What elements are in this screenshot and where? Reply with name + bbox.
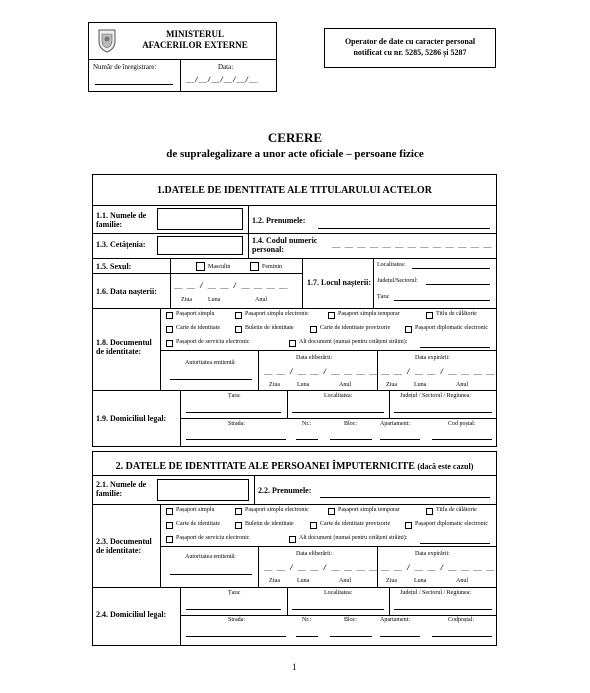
rep-postal-code-label: Codpoștal: (448, 617, 475, 623)
simple-passport-label: Pașaport simplu (176, 311, 215, 317)
street-field[interactable] (186, 439, 286, 440)
rep-id-card-label: Carte de identitate (176, 521, 220, 527)
rep-street-field[interactable] (186, 636, 286, 637)
domicile-county-field[interactable] (394, 412, 492, 413)
service-e-passport-checkbox[interactable] (166, 340, 173, 347)
firstname-label: 1.2. Prenumele: (252, 216, 306, 225)
pnc-label: 1.4. Codul numeric personal: (252, 236, 318, 254)
rep-diplomatic-e-passport-checkbox[interactable] (405, 522, 412, 529)
citizenship-field[interactable] (157, 236, 243, 255)
birthplace-country-label: Țara: (377, 294, 390, 300)
domicile-label: 1.9. Domiciliul legal: (96, 414, 167, 423)
rep-travel-title-checkbox[interactable] (426, 508, 433, 515)
registration-number-field[interactable] (95, 84, 173, 85)
issue-year-caption: Anul (339, 382, 351, 388)
temp-id-card-checkbox[interactable] (310, 326, 317, 333)
section2-heading-text: 2. DATELE DE IDENTITATE ALE PERSOANEI ÎMPUTERNICITE (115, 461, 415, 472)
rep-temp-id-card-label: Carte de identitate provizorie (320, 521, 391, 527)
birth-year-caption: Anul (255, 297, 267, 303)
rep-apartment-label: Apartament: (380, 617, 410, 623)
other-document-field[interactable] (420, 347, 490, 348)
surname-label: 1.1. Numele de familie: (96, 211, 147, 229)
rep-other-document-checkbox[interactable] (289, 536, 296, 543)
rep-id-bulletin-label: Buletin de identitate (245, 521, 294, 527)
other-document-label: Alt document (numai pentru cetățeni străini): (299, 339, 408, 345)
issue-date-field[interactable]: __ __ / __ __ / __ __ __ __ (264, 369, 378, 377)
bloc-label: Bloc: (344, 421, 357, 427)
rep-surname-field[interactable] (157, 479, 249, 501)
ministry-name-line2: AFACERILOR EXTERNE (142, 40, 248, 50)
rep-bloc-label: Bloc: (344, 617, 357, 623)
rep-temp-id-card-checkbox[interactable] (310, 522, 317, 529)
rep-issue-date-field[interactable]: __ __ / __ __ / __ __ __ __ (264, 565, 378, 573)
simple-passport-checkbox[interactable] (166, 312, 173, 319)
sex-label: 1.5. Sexul: (96, 262, 132, 271)
rep-firstname-label: 2.2. Prenumele: (258, 486, 312, 495)
page-number: 1 (292, 662, 297, 672)
nr-field[interactable] (296, 439, 318, 440)
birthplace-locality-label: Localitatea: (377, 262, 406, 268)
rep-issue-day-caption: Ziua (269, 578, 280, 584)
rep-issue-year-caption: Anul (339, 578, 351, 584)
ministry-name-line1: MINISTERUL (165, 29, 224, 39)
birthplace-county-label: Județul/Sectorul: (377, 278, 418, 284)
rep-issue-date-label: Data eliberării: (296, 551, 333, 557)
rep-e-passport-checkbox[interactable] (235, 508, 242, 515)
rep-other-document-label: Alt document (numai pentru cetățeni străini): (299, 535, 408, 541)
section1-heading: 1.DATELE DE IDENTITATE ALE TITULARULUI ACTELOR (157, 185, 432, 196)
other-document-checkbox[interactable] (289, 340, 296, 347)
page-title: CERERE (267, 130, 323, 145)
rep-expiry-month-caption: Luna (414, 578, 427, 584)
birth-day-caption: Ziua (181, 297, 192, 303)
sex-female-label: Feminin (262, 264, 283, 270)
bloc-field[interactable] (330, 439, 372, 440)
birthplace-locality-field[interactable] (412, 268, 490, 269)
birthplace-label: 1.7. Locul nașterii: (307, 278, 371, 287)
rep-nr-label: Nr.: (302, 617, 312, 623)
domicile-locality-label: Localitatea: (324, 393, 353, 399)
rep-domicile-label: 2.4. Domiciliul legal: (96, 610, 167, 619)
id-bulletin-label: Buletin de identitate (245, 325, 294, 331)
street-label: Strada: (228, 421, 245, 427)
rep-issue-month-caption: Luna (297, 578, 310, 584)
rep-temp-passport-label: Pașaport simplu temporar (338, 507, 400, 513)
diplomatic-e-passport-checkbox[interactable] (405, 326, 412, 333)
sex-female-checkbox[interactable] (250, 262, 259, 271)
temp-id-card-label: Carte de identitate provizorie (320, 325, 391, 331)
sex-male-checkbox[interactable] (196, 262, 205, 271)
rep-apartment-field[interactable] (380, 636, 420, 637)
sex-male-label: Masculin (208, 264, 231, 270)
rep-locality-field[interactable] (292, 609, 384, 610)
birthplace-country-field[interactable] (394, 300, 490, 301)
rep-locality-label: Localitatea: (324, 590, 353, 596)
id-card-label: Carte de identitate (176, 325, 220, 331)
expiry-date-field[interactable]: __ __ / __ __ / __ __ __ __ (381, 369, 495, 377)
pnc-field[interactable]: __ __ __ __ __ __ __ __ __ __ __ __ __ (332, 242, 492, 250)
id-card-checkbox[interactable] (166, 326, 173, 333)
rep-id-card-checkbox[interactable] (166, 522, 173, 529)
rep-travel-title-label: Titlu de călătorie (436, 507, 477, 513)
domicile-country-field[interactable] (186, 412, 281, 413)
expiry-day-caption: Ziua (386, 382, 397, 388)
postal-code-field[interactable] (432, 439, 492, 440)
expiry-month-caption: Luna (414, 382, 427, 388)
issue-date-label: Data eliberării: (296, 355, 333, 361)
page-subtitle: de supralegalizare a unor acte oficiale – persoane fizice (166, 148, 424, 160)
rep-postal-code-field[interactable] (432, 636, 492, 637)
date-field[interactable]: __/__/__/__/__/__ (186, 77, 258, 85)
operator-line2: notificat cu nr. 5285, 5286 și 5287 (353, 48, 467, 57)
rep-service-e-passport-checkbox[interactable] (166, 536, 173, 543)
e-passport-label: Pașaport simplu electronic (245, 311, 309, 317)
section2-heading-note: (dacă este cazul) (417, 462, 474, 471)
rep-e-passport-label: Pașaport simplu electronic (245, 507, 309, 513)
issue-day-caption: Ziua (269, 382, 280, 388)
domicile-county-label: Județul / Sectorul / Regiunea: (400, 393, 471, 399)
domicile-country-label: Țara: (228, 393, 241, 399)
birthdate-field[interactable]: __ __ / __ __ / __ __ __ __ (174, 283, 288, 291)
issuer-field[interactable] (170, 379, 252, 380)
coat-of-arms-icon (96, 27, 118, 53)
rep-id-doc-label: 2.3. Documentul de identitate: (96, 537, 152, 555)
birthdate-label: 1.6. Data nașterii: (96, 287, 157, 296)
rep-simple-passport-checkbox[interactable] (166, 508, 173, 515)
rep-expiry-date-label: Data expirării: (415, 551, 450, 557)
rep-street-label: Strada: (228, 617, 245, 623)
issuer-label: Autoritatea emitentă: (185, 360, 236, 366)
rep-id-bulletin-checkbox[interactable] (235, 522, 242, 529)
rep-nr-field[interactable] (296, 636, 318, 637)
diplomatic-e-passport-label: Pașaport diplomatic electronic (415, 325, 488, 331)
rep-country-field[interactable] (186, 609, 281, 610)
rep-temp-passport-checkbox[interactable] (328, 508, 335, 515)
issue-month-caption: Luna (297, 382, 310, 388)
registration-number-label: Număr de înregistrare: (93, 63, 157, 71)
rep-country-label: Țara: (228, 590, 241, 596)
domicile-locality-field[interactable] (292, 412, 384, 413)
rep-issuer-field[interactable] (170, 574, 252, 575)
rep-diplomatic-e-passport-label: Pașaport diplomatic electronic (415, 521, 488, 527)
expiry-date-label: Data expirării: (415, 355, 450, 361)
temp-passport-label: Pașaport simplu temporar (338, 311, 400, 317)
rep-bloc-field[interactable] (330, 636, 372, 637)
citizenship-label: 1.3. Cetățenia: (96, 240, 146, 249)
temp-passport-checkbox[interactable] (328, 312, 335, 319)
rep-county-field[interactable] (394, 609, 492, 610)
rep-other-document-field[interactable] (420, 543, 490, 544)
section2-heading (92, 461, 497, 472)
travel-title-label: Titlu de călătorie (436, 311, 477, 317)
surname-field[interactable] (157, 208, 243, 230)
birth-month-caption: Luna (208, 297, 221, 303)
postal-code-label: Cod poștal: (448, 421, 476, 427)
rep-firstname-field[interactable] (320, 497, 490, 498)
birthplace-county-field[interactable] (426, 284, 490, 285)
nr-label: Nr.: (302, 421, 312, 427)
id-bulletin-checkbox[interactable] (235, 326, 242, 333)
date-label: Data: (218, 63, 234, 71)
rep-surname-label: 2.1. Numele de familie: (96, 480, 147, 498)
rep-expiry-year-caption: Anul (456, 578, 468, 584)
travel-title-checkbox[interactable] (426, 312, 433, 319)
rep-expiry-day-caption: Ziua (386, 578, 397, 584)
id-doc-label: 1.8. Documentul de identitate: (96, 338, 152, 356)
rep-simple-passport-label: Pașaport simplu (176, 507, 215, 513)
apartment-label: Apartament: (380, 421, 410, 427)
rep-county-label: Județul / Sectorul / Regiunea: (400, 590, 471, 596)
rep-service-e-passport-label: Pașaport de serviciu electronic (176, 535, 250, 541)
operator-line1: Operator de date cu caracter personal (344, 37, 476, 46)
rep-expiry-date-field[interactable]: __ __ / __ __ / __ __ __ __ (381, 565, 495, 573)
apartment-field[interactable] (380, 439, 420, 440)
firstname-field[interactable] (318, 228, 490, 229)
service-e-passport-label: Pașaport de serviciu electronic (176, 339, 250, 345)
rep-issuer-label: Autoritatea emitentă: (185, 554, 236, 560)
e-passport-checkbox[interactable] (235, 312, 242, 319)
expiry-year-caption: Anul (456, 382, 468, 388)
